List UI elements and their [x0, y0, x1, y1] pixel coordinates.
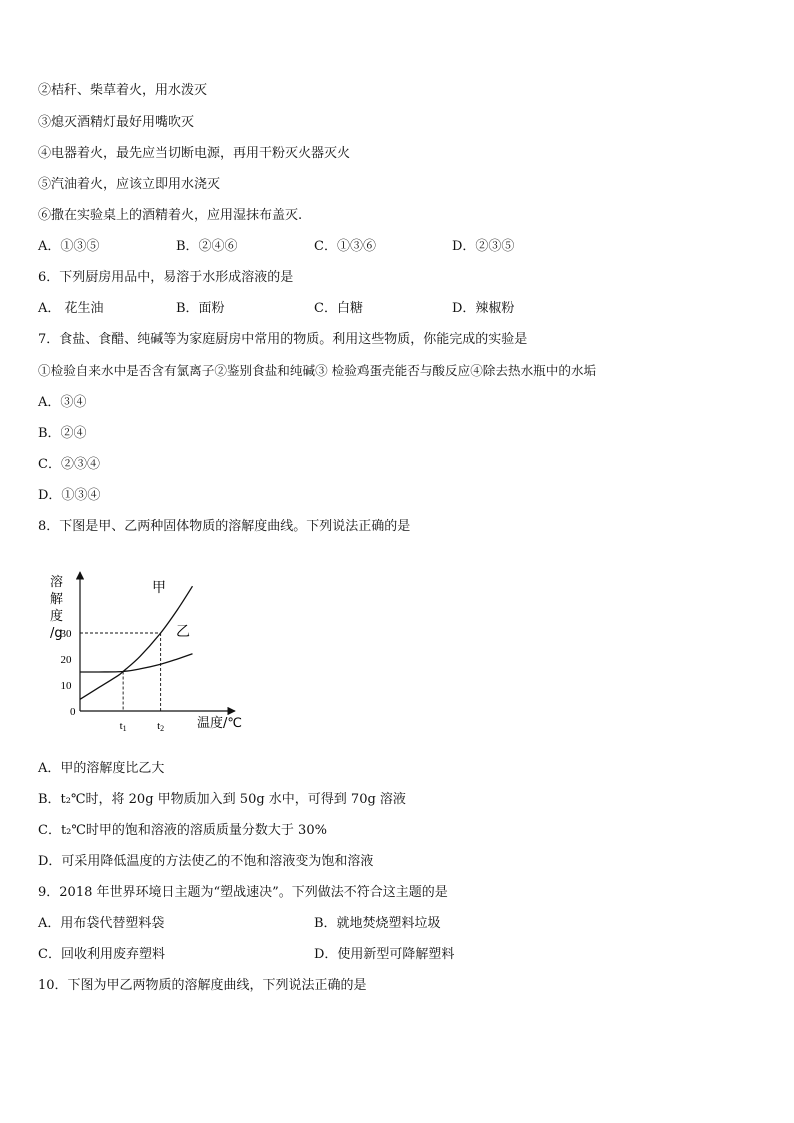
y-tick-label: 10	[60, 680, 72, 692]
option-d[interactable]: D．辣椒粉	[452, 301, 515, 316]
y-tick-label: 20	[60, 654, 72, 666]
series-yi-line	[80, 654, 193, 672]
option-b[interactable]: B．面粉	[176, 301, 225, 316]
series-lines	[80, 580, 193, 699]
question7-option-b[interactable]: B．②④	[38, 426, 87, 441]
series-jia-line	[80, 586, 193, 699]
option-b[interactable]: B．就地焚烧塑料垃圾	[314, 916, 441, 931]
series-jia-label: 甲	[152, 580, 166, 596]
solubility-chart	[40, 566, 260, 736]
question7-items: ①检验自来水中是否含有氯离子②鉴别食盐和纯碱③ 检验鸡蛋壳能否与酸反应④除去热水瓶中的水垢	[38, 363, 597, 378]
x-tick-label: t1	[119, 720, 127, 733]
question9-stem: 9．2018 年世界环境日主题为“塑战速决”。下列做法不符合这主题的是	[38, 885, 448, 900]
x-tick-label: t2	[157, 720, 165, 733]
option-b[interactable]: B．②④⑥	[176, 239, 238, 254]
question10-stem: 10．下图为甲乙两物质的溶解度曲线，下列说法正确的是	[38, 978, 367, 993]
question8-option-b[interactable]: B．t₂℃时，将 20g 甲物质加入到 50g 水中，可得到 70g 溶液	[38, 792, 406, 807]
y-axis-label-char: /g	[50, 626, 63, 641]
option-a[interactable]: A． 花生油	[38, 301, 104, 316]
question7-option-d[interactable]: D．①③④	[38, 488, 101, 503]
question7-option-a[interactable]: A．③④	[38, 395, 87, 410]
option-c[interactable]: C．回收利用废弃塑料	[38, 947, 165, 962]
option-c[interactable]: C．白糖	[314, 301, 363, 316]
option-d[interactable]: D．使用新型可降解塑料	[314, 947, 455, 962]
question5-item-4: ④电器着火，最先应当切断电源，再用干粉灭火器灭火	[38, 146, 351, 161]
question8-option-c[interactable]: C．t₂℃时甲的饱和溶液的溶质质量分数大于 30%	[38, 823, 327, 838]
y-axis-label-char: 溶	[50, 575, 64, 590]
question8-option-d[interactable]: D．可采用降低温度的方法使乙的不饱和溶液变为饱和溶液	[38, 854, 374, 869]
question6-stem: 6．下列厨房用品中，易溶于水形成溶液的是	[38, 270, 294, 285]
y-tick-label: 30	[60, 628, 72, 640]
series-yi-label: 乙	[176, 624, 190, 640]
question5-item-2: ②桔秆、柴草着火，用水泼灭	[38, 83, 208, 98]
question8-stem: 8．下图是甲、乙两种固体物质的溶解度曲线。下列说法正确的是	[38, 519, 411, 534]
question8-option-a[interactable]: A．甲的溶解度比乙大	[38, 761, 165, 776]
question7-stem: 7．食盐、食醋、纯碱等为家庭厨房中常用的物质。利用这些物质，你能完成的实验是	[38, 332, 528, 347]
x-axis-label: 温度/℃	[197, 716, 242, 731]
question7-option-c[interactable]: C．②③④	[38, 457, 100, 472]
option-a[interactable]: A．用布袋代替塑料袋	[38, 916, 165, 931]
y-axis-label-char: 解	[50, 592, 64, 607]
question5-item-6: ⑥撒在实验桌上的酒精着火，应用湿抹布盖灭.	[38, 208, 303, 223]
tick-labels	[61, 628, 165, 733]
origin-label: 0	[70, 706, 76, 718]
question5-item-5: ⑤汽油着火，应该立即用水浇灭	[38, 177, 221, 192]
question5-item-3: ③熄灭酒精灯最好用嘴吹灭	[38, 115, 195, 130]
option-d[interactable]: D．②③⑤	[452, 239, 515, 254]
y-axis-label-char: 度	[50, 609, 64, 624]
option-c[interactable]: C．①③⑥	[314, 239, 376, 254]
option-a[interactable]: A．①③⑤	[38, 239, 100, 254]
